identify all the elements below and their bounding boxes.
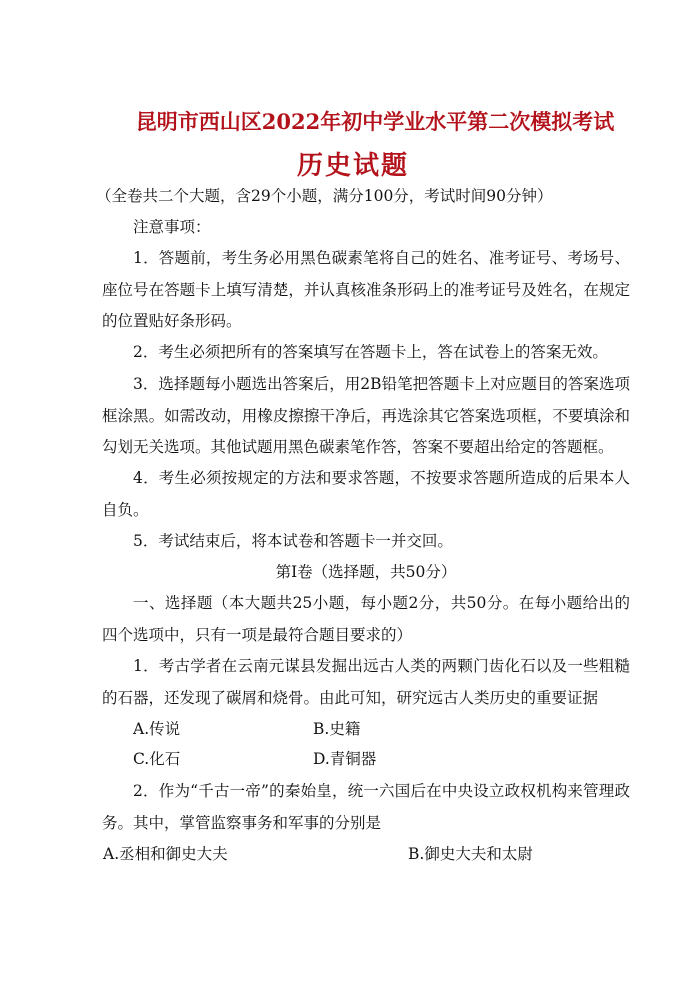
note-item-2: 2．考生必须把所有的答案填写在答题卡上，答在试卷上的答案无效。 bbox=[133, 343, 608, 361]
section-title: 第Ⅰ卷（选择题，共50分） bbox=[275, 563, 457, 581]
exam-title: 昆明市西山区2022年初中学业水平第二次模拟考试 bbox=[135, 109, 615, 134]
subject-title: 历史试题 bbox=[296, 151, 409, 181]
notes-heading: 注意事项： bbox=[133, 218, 211, 236]
exam-info: （全卷共二个大题，含29个小题，满分100分，考试时间90分钟） bbox=[96, 187, 553, 205]
question-1-option-c: C.化石 bbox=[133, 750, 181, 768]
note-item-4: 4．考生必须按规定的方法和要求答题，不按要求答题所造成的后果本人自负。 bbox=[102, 469, 630, 519]
note-item-1: 1．答题前，考生务必用黑色碳素笔将自己的姓名、准考证号、考场号、座位号在答题卡上填写清楚，并认真核准条形码上的准考证号及姓名，在规定的位置贴好条形码。 bbox=[102, 249, 630, 330]
question-1-stem: 1．考古学者在云南元谋县发掘出远古人类的两颗门齿化石以及一些粗糙的石器，还发现了碳屑和烧骨。由此可知，研究远古人类历史的重要证据 bbox=[102, 657, 630, 707]
question-1-option-b: B.史籍 bbox=[313, 720, 361, 738]
question-1-option-d: D.青铜器 bbox=[313, 750, 377, 768]
section-instructions: 一、选择题（本大题共25小题，每小题2分，共50分。在每小题给出的四个选项中，只有一项是最符合题目要求的） bbox=[102, 594, 630, 644]
question-2-option-b: B.御史大夫和太尉 bbox=[408, 845, 533, 863]
question-2-stem: 2．作为“千古一帝”的秦始皇，统一六国后在中央设立政权机构来管理政务。其中，掌管监察事务和军事的分别是 bbox=[102, 782, 630, 832]
note-item-5: 5．考试结束后，将本试卷和答题卡一并交回。 bbox=[133, 532, 453, 550]
question-2-option-a: A.丞相和御史大夫 bbox=[103, 845, 228, 863]
note-item-3: 3．选择题每小题选出答案后，用2B铅笔把答题卡上对应题目的答案选项框涂黑。如需改动，用橡皮擦擦干净后，再选涂其它答案选项框，不要填涂和勾划无关选项。其他试题用黑色碳素笔作答，答案不要超出给定的答题框。 bbox=[102, 375, 630, 456]
question-1-option-a: A.传说 bbox=[133, 720, 181, 738]
